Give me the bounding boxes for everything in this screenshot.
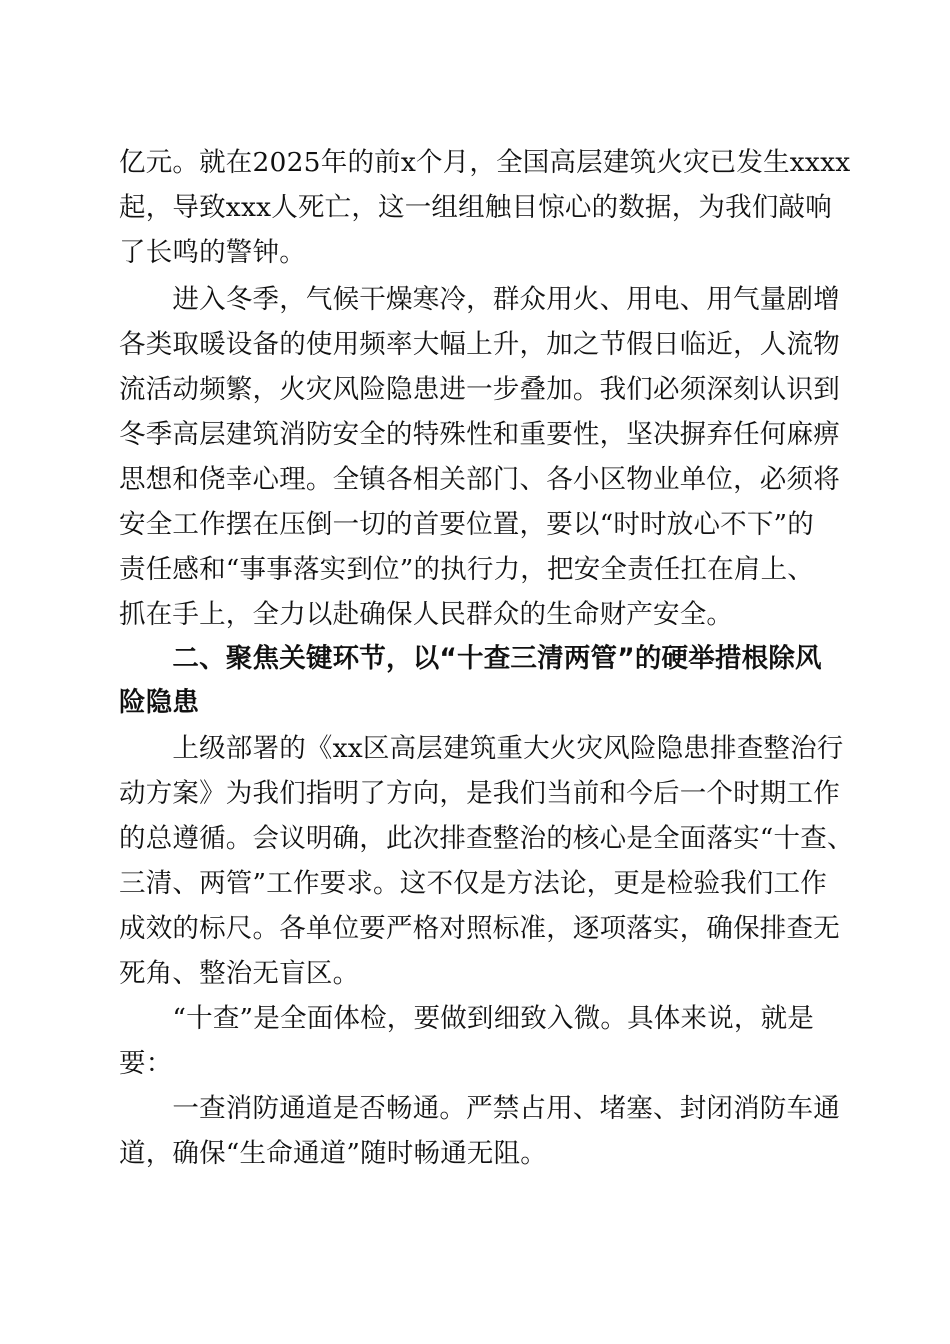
- section-heading: 二、聚焦关键环节，以“十查三清两管”的硬举措根除风: [119, 643, 822, 674]
- text-line: 成效的标尺。各单位要严格对照标准，逐项落实，确保排查无: [119, 913, 840, 944]
- text-line: 三清、两管”工作要求。这不仅是方法论，更是检验我们工作: [119, 868, 827, 899]
- text-line: 一查消防通道是否畅通。严禁占用、堵塞、封闭消防车通: [119, 1093, 840, 1124]
- text-line: 进入冬季，气候干燥寒冷，群众用火、用电、用气量剧增: [119, 284, 840, 315]
- text-line: 安全工作摆在压倒一切的首要位置，要以“时时放心不下”的: [119, 509, 814, 540]
- text-line: 上级部署的《xx区高层建筑重大火灾风险隐患排查整治行: [119, 733, 844, 764]
- text-line: 的总遵循。会议明确，此次排查整治的核心是全面落实“十查、: [119, 823, 854, 854]
- text-line: 动方案》为我们指明了方向，是我们当前和今后一个时期工作: [119, 778, 840, 809]
- text-line: 责任感和“事事落实到位”的执行力，把安全责任扛在肩上、: [119, 554, 814, 585]
- text-line: “十查”是全面体检，要做到细致入微。具体来说，就是: [119, 1003, 814, 1034]
- text-line: 死角、整治无盲区。: [119, 958, 360, 989]
- text-line: 各类取暖设备的使用频率大幅上升，加之节假日临近，人流物: [119, 329, 840, 360]
- text-line: 流活动频繁，火灾风险隐患进一步叠加。我们必须深刻认识到: [119, 374, 840, 405]
- section-heading: 险隐患: [119, 687, 200, 718]
- text-line: 冬季高层建筑消防安全的特殊性和重要性，坚决摒弃任何麻痹: [119, 419, 840, 450]
- text-line: 道，确保“生命通道”随时畅通无阻。: [119, 1138, 547, 1169]
- text-line: 了长鸣的警钟。: [119, 237, 306, 268]
- text-line: 起，导致xxx人死亡，这一组组触目惊心的数据，为我们敲响: [119, 192, 832, 223]
- text-line: 要：: [119, 1048, 173, 1079]
- text-line: 思想和侥幸心理。全镇各相关部门、各小区物业单位，必须将: [119, 464, 840, 495]
- text-line: 抓在手上，全力以赴确保人民群众的生命财产安全。: [119, 599, 734, 630]
- text-line: 亿元。就在2025年的前x个月，全国高层建筑火灾已发生xxxx: [119, 147, 851, 178]
